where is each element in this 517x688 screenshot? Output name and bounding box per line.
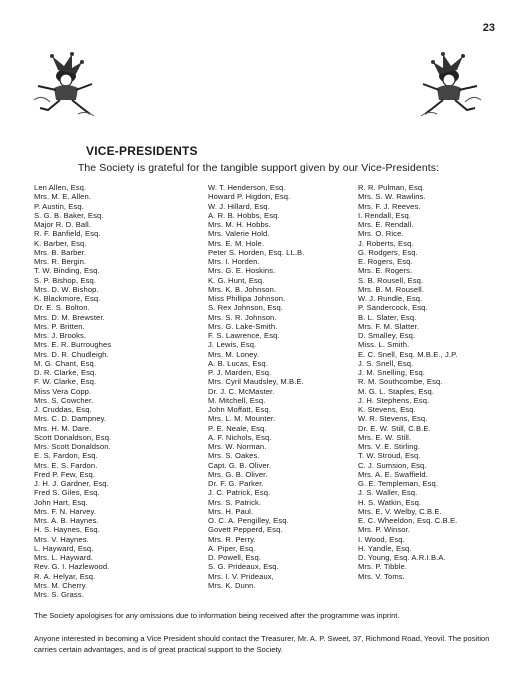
list-item: H. S. Watkin, Esq. [358,497,422,507]
list-item: Mrs. M. Cherry. [34,580,88,590]
intro-text: The Society is grateful for the tangible support given by our Vice-Presidents: [77,162,440,174]
list-item: Mrs. B. M. Rousell. [358,284,425,294]
list-item: R. A. Helyar, Esq. [34,571,96,581]
list-item: Peter S. Horden, Esq. LL.B. [208,247,305,257]
list-item: M. G. L. Staples, Esq. [358,386,435,396]
list-item: Dr. E. W. Still, C.B.E. [358,423,431,433]
list-item: B. L. Slater, Esq. [358,312,417,322]
list-item: E. S. Fardon, Esq. [34,451,98,461]
list-item: H. S. Haynes, Esq. [34,525,100,535]
list-item: Mrs. K. Dunn. [208,580,256,590]
list-item: Capt. G. B. Oliver. [208,460,272,470]
name-column-3 [358,183,458,581]
list-item: G. E. Templeman, Esq. [358,479,439,488]
list-item: S. P. Bishop, Esq. [34,275,97,285]
list-item: Mrs. M. E. Allen. [34,192,91,202]
list-item: R. R. Pulman, Esq. [358,183,425,192]
list-item: J. S. Waller, Esq. [358,488,418,498]
list-item: J. H. Stephens, Esq. [358,395,430,405]
list-item: E. C. Wheeldon, Esq. C.B.E. [358,516,458,525]
name-column-2 [208,183,304,590]
list-item: Mrs. E. S. Fardon. [34,460,98,470]
list-item: J. M. Snelling, Esq. [358,368,425,377]
list-item: Mrs. W. Norman. [208,442,267,451]
list-item: Mrs. S. W. Rawlins. [358,192,426,202]
list-item: W. J. Hillard, Esq. [208,201,270,211]
list-item: Mrs. R. Bergin. [34,257,87,266]
list-item: A. B. Lucas, Esq. [208,358,268,368]
list-item: Mrs. E. W. Still. [358,432,412,442]
list-item: Mrs. J. Brooks. [34,331,87,340]
list-item: Mrs. E. M. Hole. [208,238,265,248]
list-item: Mrs. P. Britten. [34,321,85,331]
name-column-1 [34,183,111,599]
list-item: Govett Pepperd, Esq. [208,525,283,535]
list-item: A. Piper, Esq. [208,543,256,553]
list-item: W. J. Rundle, Esq. [358,294,423,303]
list-item: T. W. Stroud, Esq. [358,451,421,461]
list-item: I. Rendall, Esq. [358,210,412,220]
list-item: A. F. Nichols, Esq. [208,432,272,442]
list-item: Miss. L. Smith. [358,340,410,350]
apology-note: The Society apologises for any omissions due to information being received after the programme was inprint. [34,611,400,620]
list-item: Mrs. P. Tibble. [358,562,408,572]
jester-mascot-icon [28,50,100,122]
list-item: J. Lewis, Esq. [208,340,257,350]
list-item: Mrs. H. M. Dare. [34,423,92,433]
list-item: S. G. Prideaux, Esq. [208,562,279,572]
list-item: Fred S. Giles, Esq. [34,488,100,498]
list-item: Dr. E. S. Bolton. [34,303,90,313]
contact-note: Anyone interested in becoming a Vice President should contact the Treasurer, Mr. A. P. Sweet, 37, Richmond Road, Yeovil. The position carries certain advantages, and is of great practical support to the Society. [34,634,490,654]
list-item: Rev. G. I. Hazlewood. [34,562,110,572]
list-item: Mrs. V. E. Stirling. [358,442,421,451]
list-item: S. Rex Johnson, Esq. [208,303,284,313]
list-item: Mrs. A. E. Swaffield. [358,469,428,479]
list-item: J. H. J. Gardner, Esq. [34,479,109,488]
list-item: S. G. B. Baker, Esq. [34,210,104,220]
jester-mascot-icon [415,50,487,122]
list-item: Mrs. D. M. Brewster. [34,312,105,322]
list-item: Mrs. O. Rice. [358,229,404,239]
list-item: J. Roberts, Esq. [358,238,414,248]
list-item: Mrs. A. B. Haynes. [34,516,99,525]
list-item: R. M. Southcombe, Esq. [358,377,443,387]
list-item: Mrs. S. Cowcher. [34,395,94,405]
list-item: Mrs. E. R. Burroughes [34,340,112,350]
list-item: M. Mitchell, Esq. [208,395,266,405]
list-item: Mrs. G. B. Oliver. [208,469,268,479]
list-item: T. W. Binding, Esq. [34,266,100,276]
list-item: Dr. F. G. Parker. [208,479,264,488]
list-item: P. E. Neale, Esq. [208,423,267,433]
list-item: Mrs. B. Barber. [34,247,87,257]
list-item: R. F. Banfield, Esq. [34,229,101,239]
list-item: I. Wood, Esq. [358,534,405,544]
list-item: M. G. Chant, Esq. [34,358,97,368]
list-item: Mrs. F. N. Harvey. [34,506,96,516]
list-item: Mrs. D. R. Chudleigh. [34,349,109,359]
list-item: Mrs. M. H. Hobbs. [208,220,271,229]
list-item: H. Yandle, Esq. [358,543,412,553]
list-item: Scott Donaldson, Esq. [34,432,112,442]
list-item: Major R. D. Ball. [34,220,91,229]
list-item: E. Rogers, Esq. [358,257,413,266]
list-item: C. J. Sumsion, Esq. [358,460,427,470]
list-item: Mrs. Cyril Maudsley, M.B.E. [208,377,304,387]
list-item: John Hart, Esq. [34,497,88,507]
list-item: Mrs. E. V. Welby, C.B.E. [358,506,442,516]
list-item: Mrs. C. D. Dampney. [34,414,107,424]
list-item: Mrs. R. Perry. [208,534,256,544]
list-item: Mrs. D. W. Bishop. [34,284,99,294]
list-item: O. C. A. Pengilley, Esq. [208,516,289,525]
list-item: J. C. Patrick, Esq. [208,488,271,498]
list-item: F. S. Lawrence, Esq. [208,331,280,340]
list-item: Mrs. G. E. Hoskins. [208,266,276,276]
list-item: Len Allen, Esq. [34,183,87,192]
list-item: L. Hayward, Esq. [34,543,94,553]
list-item: D. Powell, Esq. [208,553,261,562]
list-item: Mrs. H. Paul. [208,506,254,516]
list-item: Mrs. M. Loney. [208,349,260,359]
list-item: Mrs. F. M. Slatter. [358,321,419,331]
list-item: Fred P. Few, Esq. [34,469,96,479]
list-item: S. B. Rousell, Esq. [358,275,424,285]
list-item: D. Young, Esq. A.R.I.B.A. [358,553,446,562]
list-item: Mrs. P. Winsor. [358,525,410,535]
list-item: Mrs. I. Horden. [208,257,260,266]
list-item: Mrs. K. B. Johnson. [208,284,277,294]
list-item: Mrs. Valerie Hold. [208,229,270,239]
list-item: Mrs. S. R. Johnson. [208,312,277,322]
list-item: G. Rodgers, Esq. [358,247,418,257]
page-title: VICE-PRESIDENTS [86,144,198,158]
list-item: Mrs. G. Lake-Smith. [208,321,278,331]
page-number: 23 [482,22,495,34]
list-item: W. R. Stevens, Esq. [358,414,428,424]
list-item: W. T. Henderson, Esq. [208,183,286,192]
list-item: K. Barber, Esq. [34,238,87,248]
list-item: E. C. Snell, Esq. M.B.E., J.P. [358,349,458,359]
list-item: P. Austin, Esq. [34,201,84,211]
list-item: K. Stevens, Esq. [358,405,416,414]
list-item: Mrs. Scott Donaldson. [34,442,111,451]
list-item: Miss Phillipa Johnson. [208,294,286,303]
list-item: D. R. Clarke, Esq. [34,368,97,377]
list-item: K. Blackmore, Esq. [34,294,101,303]
list-item: Mrs. S. Patrick. [208,497,262,507]
list-item: K. G. Hunt, Esq. [208,275,265,285]
list-item: Mrs. V. Haynes. [34,534,89,544]
list-item: Mrs. S. Grass. [34,590,84,599]
list-item: Mrs. L. M. Mounter. [208,414,276,424]
list-item: F. W. Clarke, Esq. [34,377,97,387]
list-item: A. R. B. Hobbs, Esq. [208,210,280,220]
list-item: D. Smalley, Esq. [358,331,416,340]
list-item: Dr. J. C. McMaster. [208,386,275,396]
list-item: Miss Vera Copp. [34,386,92,396]
list-item: Mrs. I. V. Prideaux, [208,571,274,581]
list-item: Howard P. Higdon, Esq. [208,192,291,202]
list-item: John Moffatt, Esq. [208,405,271,414]
list-item: Mrs. E. Rendall. [358,220,414,229]
list-item: Mrs. E. Rogers. [358,266,413,276]
list-item: J. S. Snell, Esq. [358,358,414,368]
list-item: J. Cruddas, Esq. [34,405,92,414]
list-item: Mrs. F. J. Reeves. [358,201,421,211]
list-item: P. J. Marden, Esq. [208,368,272,377]
list-item: Mrs. S. Oakes. [208,451,260,461]
list-item: Mrs. V. Toms. [358,571,405,581]
list-item: Mrs. L. Hayward. [34,553,93,562]
list-item: P. Sandercock, Esq. [358,303,428,313]
